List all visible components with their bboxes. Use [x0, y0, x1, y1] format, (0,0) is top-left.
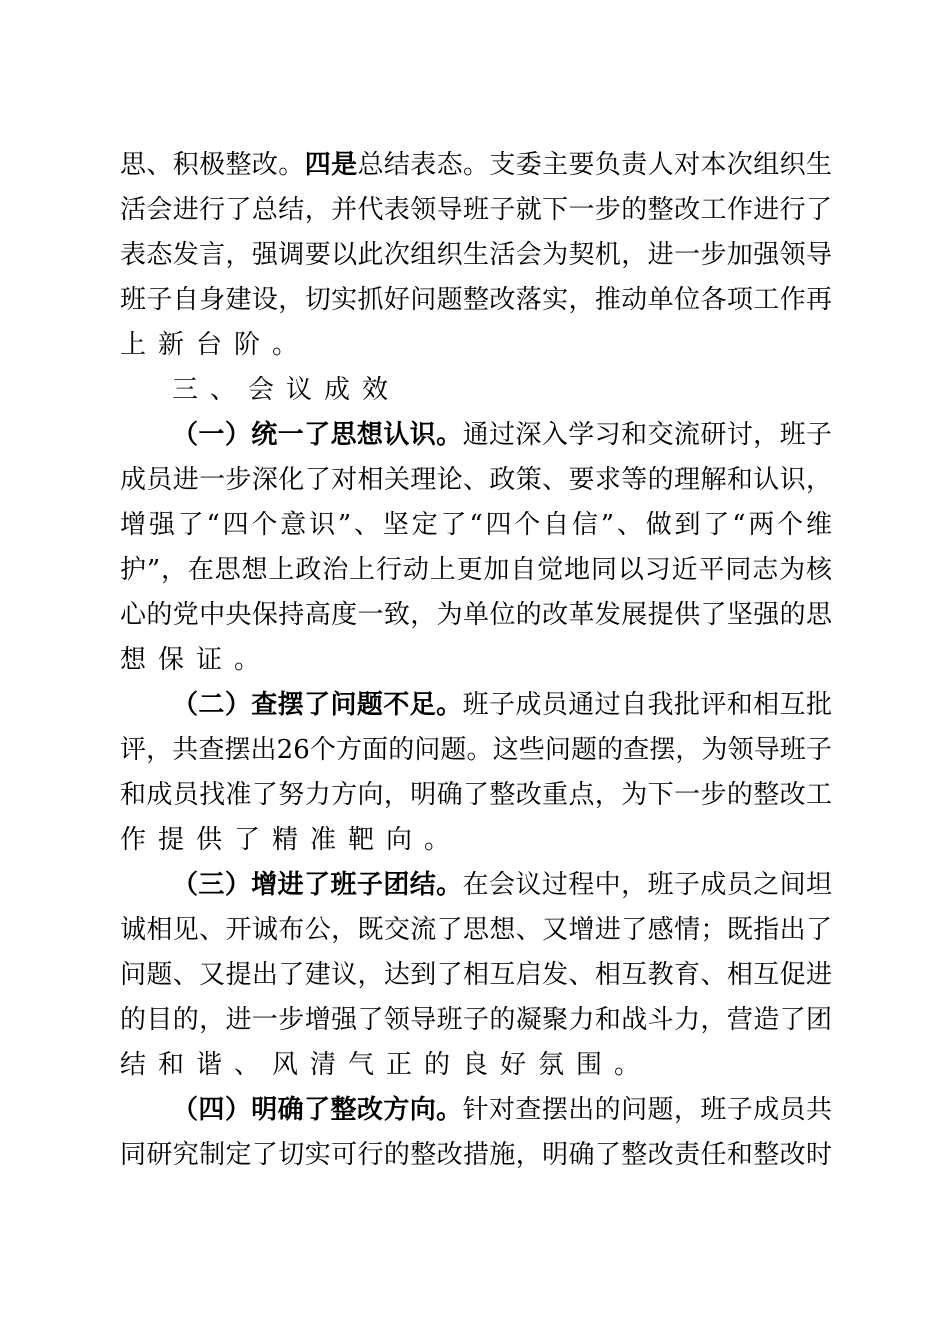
- text-line: [120, 683, 832, 728]
- text-segment: 同研究制定了切实可行的整改措施，明确了整改责任和整改时: [120, 1140, 832, 1170]
- text-segment: 三、会议成效: [172, 375, 401, 405]
- text-segment: 针对查摆出的问题，班子成员共: [462, 1095, 832, 1125]
- text-segment: 的目的，进一步增强了领导班子的凝聚力和战斗力，营造了团: [120, 1005, 832, 1035]
- text-line: [120, 548, 832, 593]
- bold-lead-text: （二）查摆了问题不足。: [172, 690, 463, 720]
- paragraph-team-unity: [120, 863, 832, 1088]
- text-line: [120, 1043, 832, 1088]
- bold-lead-text: 四是: [304, 150, 358, 180]
- bold-lead-text: （四）明确了整改方向。: [172, 1095, 463, 1125]
- text-line: [120, 818, 832, 863]
- text-line: [120, 998, 832, 1043]
- section-heading: [120, 368, 832, 413]
- text-line: [120, 413, 832, 458]
- document-body: [120, 143, 832, 1178]
- text-segment: 总结表态。支委主要负责人对本次组织生: [357, 150, 832, 180]
- text-segment: 结和谐、风清气正的良好氛围。: [120, 1050, 653, 1080]
- text-segment: 想保证。: [120, 645, 273, 675]
- paragraph-problems-found: [120, 683, 832, 863]
- text-line: [120, 593, 832, 638]
- paragraph-summary: [120, 143, 832, 368]
- bold-lead-text: （三）增进了班子团结。: [172, 870, 463, 900]
- text-line: [120, 278, 832, 323]
- text-line: [120, 728, 832, 773]
- bold-lead-text: （一）统一了思想认识。: [172, 420, 463, 450]
- text-segment: 心的党中央保持高度一致，为单位的改革发展提供了坚强的思: [120, 600, 832, 630]
- text-line: [120, 323, 832, 368]
- text-line: [120, 233, 832, 278]
- text-segment: 思、积极整改。: [120, 150, 305, 180]
- text-segment: 活会进行了总结，并代表领导班子就下一步的整改工作进行了: [120, 195, 832, 225]
- text-line: [120, 953, 832, 998]
- text-line: [120, 863, 832, 908]
- text-segment: 在会议过程中，班子成员之间坦: [462, 870, 832, 900]
- text-line: [120, 503, 832, 548]
- text-segment: 诚相见、开诚布公，既交流了思想、又增进了感情；既指出了: [120, 915, 832, 945]
- text-segment: 和成员找准了努力方向，明确了整改重点，为下一步的整改工: [120, 780, 832, 810]
- text-line: [120, 1088, 832, 1133]
- text-line: [120, 368, 832, 413]
- text-line: [120, 908, 832, 953]
- text-line: [120, 773, 832, 818]
- text-segment: 班子成员通过自我批评和相互批: [462, 690, 832, 720]
- text-segment: 护”，在思想上政治上行动上更加自觉地同以习近平同志为核: [120, 555, 832, 585]
- paragraph-unified-thinking: [120, 413, 832, 683]
- text-line: [120, 1133, 832, 1178]
- text-segment: 评，共查摆出26个方面的问题。这些问题的查摆，为领导班子: [120, 735, 832, 765]
- text-segment: 增强了“四个意识”、坚定了“四个自信”、做到了“两个维: [120, 510, 832, 540]
- text-segment: 问题、又提出了建议，达到了相互启发、相互教育、相互促进: [120, 960, 832, 990]
- text-segment: 成员进一步深化了对相关理论、政策、要求等的理解和认识，: [120, 465, 832, 495]
- text-segment: 班子自身建设，切实抓好问题整改落实，推动单位各项工作再: [120, 285, 832, 315]
- text-segment: 上新台阶。: [120, 330, 311, 360]
- text-line: [120, 638, 832, 683]
- text-line: [120, 188, 832, 233]
- text-segment: 作提供了精准靶向。: [120, 825, 463, 855]
- paragraph-rectification-direction: [120, 1088, 832, 1178]
- text-line: [120, 143, 832, 188]
- text-segment: 表态发言，强调要以此次组织生活会为契机，进一步加强领导: [120, 240, 832, 270]
- text-segment: 通过深入学习和交流研讨，班子: [462, 420, 832, 450]
- text-line: [120, 458, 832, 503]
